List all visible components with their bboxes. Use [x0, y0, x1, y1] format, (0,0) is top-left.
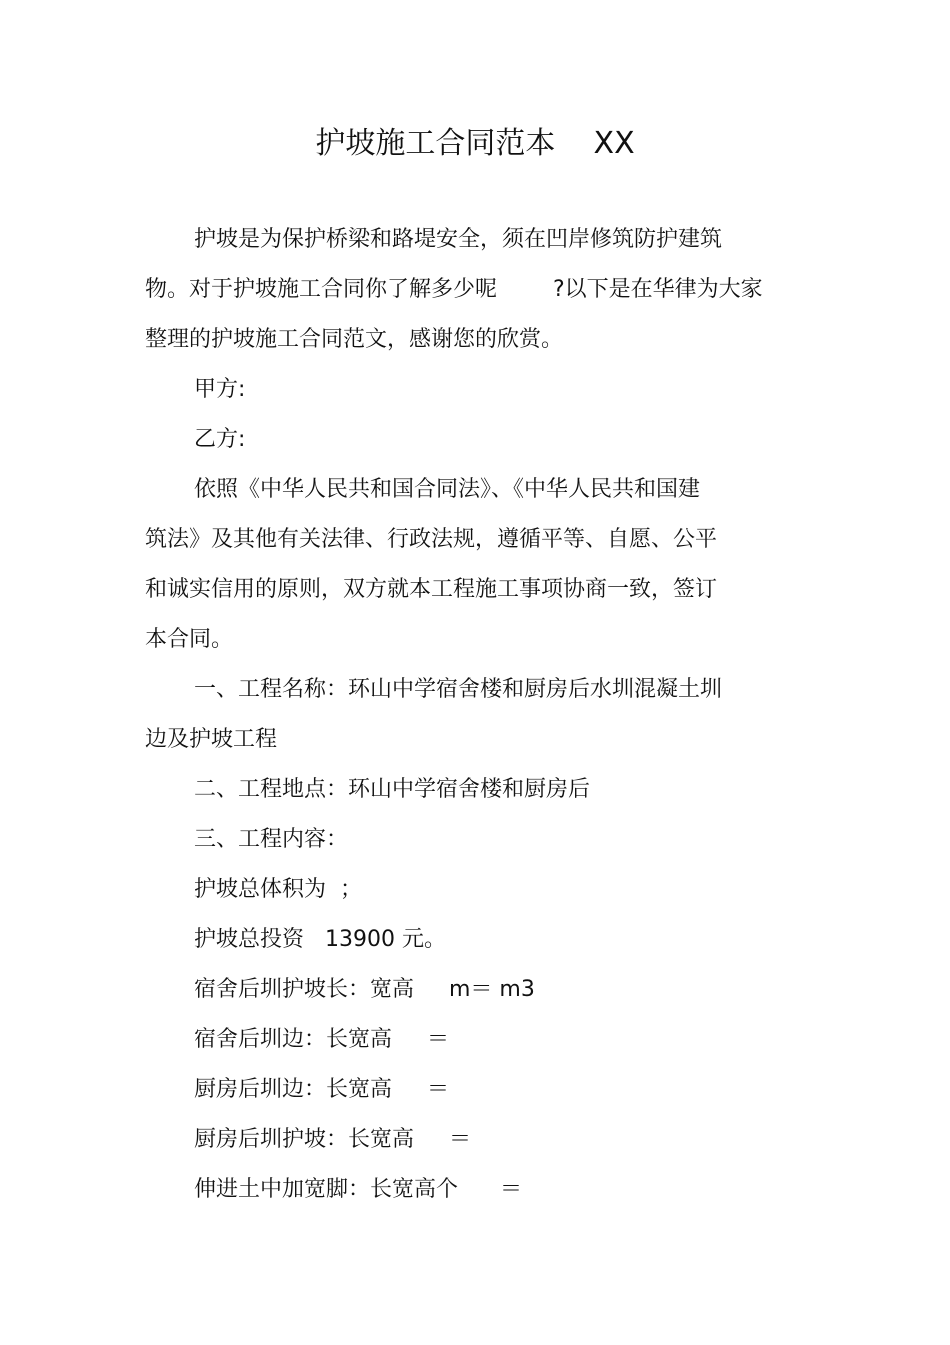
- paragraph-line: 护坡是为保护桥梁和路堤安全，须在凹岸修筑防护建筑: [194, 227, 723, 252]
- project-content-heading: 三、工程内容：: [194, 827, 349, 852]
- content-item: 宿舍后圳护坡长：宽高 m＝ m3: [194, 977, 535, 1002]
- paragraph-line: 本合同。: [145, 627, 234, 652]
- content-item: 宿舍后圳边：长宽高 ＝: [194, 1027, 449, 1052]
- content-item: 厨房后圳护坡：长宽高 ＝: [194, 1127, 471, 1152]
- party-b-label: 乙方:: [194, 427, 246, 452]
- document-title: 护坡施工合同范本 XX: [315, 126, 635, 161]
- paragraph-line: 和诚实信用的原则，双方就本工程施工事项协商一致，签订: [145, 577, 718, 602]
- project-location-line: 二、工程地点：环山中学宿舍楼和厨房后: [194, 777, 591, 802]
- document-body: [145, 215, 795, 1215]
- content-item: 护坡总投资 13900 元。: [194, 927, 446, 952]
- paragraph-line: 筑法》及其他有关法律、行政法规，遵循平等、自愿、公平: [145, 527, 718, 552]
- paragraph-line: 整理的护坡施工合同范文，感谢您的欣赏。: [145, 327, 564, 352]
- content-item: 伸进土中加宽脚：长宽高个 ＝: [194, 1177, 522, 1202]
- project-name-line: 一、工程名称：环山中学宿舍楼和厨房后水圳混凝土圳: [194, 677, 723, 702]
- paragraph-line: 物。对于护坡施工合同你了解多少呢 ?以下是在华律为大家: [145, 277, 763, 302]
- party-a-label: 甲方:: [194, 377, 246, 402]
- project-name-line: 边及护坡工程: [145, 727, 278, 752]
- paragraph-line: 依照《中华人民共和国合同法》、《中华人民共和国建: [194, 477, 701, 502]
- content-item: 护坡总体积为 ；: [194, 877, 362, 902]
- content-item: 厨房后圳边：长宽高 ＝: [194, 1077, 449, 1102]
